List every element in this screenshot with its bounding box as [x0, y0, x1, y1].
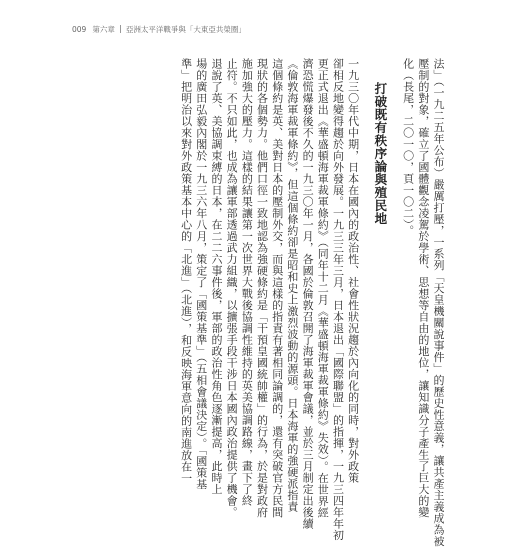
text-column: 卻相反地變得趨於向外發展。一九三三年三月，日本退出「國際聯盟」的指揮，一九三四年年初	[331, 58, 345, 541]
column-spacer	[390, 58, 398, 450]
text-column: 一九三〇年代中期，日本在國內的政治性、社會性狀況趨於內向化的同時，對外政策	[346, 58, 360, 484]
text-column: 法」（一九二五年公布）嚴厲打壓，一系列「天皇機關說事件」的歷史性意義，讓共產主義成為被	[432, 58, 445, 547]
text-column: 更正式退出《華盛頓海軍裁軍條約》（同年十二月《華盛頓海軍裁軍條約》失效）。在世界經	[316, 58, 330, 519]
vertical-text-block	[108, 58, 445, 547]
text-column: 化（長尾，二〇一〇，頁一〇二）。	[401, 58, 415, 237]
column-spacer	[362, 58, 370, 450]
text-column: 準」把明治以來對外政策基本中心的「北進」（北進），和反映海軍意向的南進放在一	[179, 58, 193, 484]
running-head	[72, 22, 332, 36]
text-column: 壓制的對象，確立了國體觀念凌駕於學術、思想等自由的地位，讓知識分子產生了巨大的變	[416, 58, 430, 518]
text-column: 場的廣田弘毅內閣於一九三六年八月，策定了「國策基準」（五相會議決定）。「國策基	[194, 58, 208, 490]
text-column: 施加強大的壓力。這樣的結果讓第一次世界大戰後協調性維持的英美協調路線，畫下了終	[240, 58, 254, 507]
page-number: 009	[72, 24, 87, 34]
text-column: 現狀的各個勢力。他們口徑一致地認為強硬條約是「干預皇國統帥權」的行為，於是對政府	[255, 58, 269, 518]
chapter-label: 第六章	[92, 24, 115, 34]
text-column: 這個條約是英、美對日本的壓制外交，而與這樣的指責有著相同論調的，還有突破官方民間	[270, 58, 284, 518]
chapter-title: 亞洲太平洋戰爭與「大東亞共榮圈」	[125, 24, 246, 34]
text-column: 退說了英、美協調束縛的日本，在二二六事件後，軍部的政治性角色逐漸提高，此時上	[209, 58, 223, 495]
section-heading: 打破既有秩序論與殖民地	[372, 82, 388, 225]
text-column: 《倫敦海軍裁軍條約》，但這個條約卻是昭和史上激烈波動的源頭。日本海軍的強硬派指責	[285, 58, 299, 513]
running-head-divider	[120, 25, 121, 33]
text-column: 濟恐慌爆發後不久的一九三〇年一月，各國於倫敦召開了海軍裁軍會議，並於三月制定出後續	[301, 58, 315, 530]
text-column: 止符。不只如此，也成為讓軍部透過武力組織，以擴張手段干涉日本國內政治提供了機會。	[225, 58, 239, 518]
